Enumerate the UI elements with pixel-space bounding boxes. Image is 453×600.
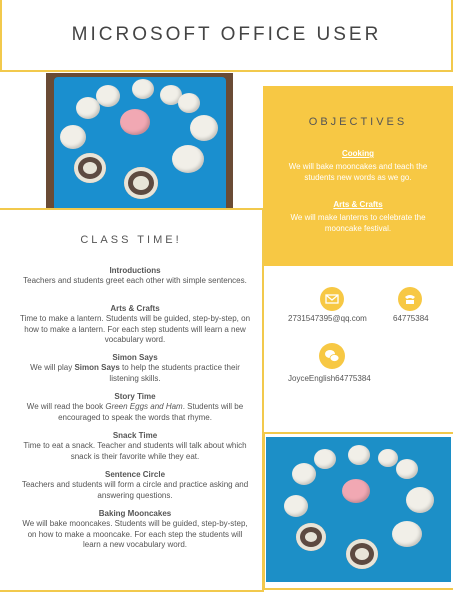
header-banner [0,0,453,72]
photo-mooncake [314,449,336,469]
photo-mooncake [292,463,316,485]
class-time-panel [0,208,264,592]
photo-mooncake [406,487,434,513]
activity-text: Teachers and students will form a circle and practice asking and answering questions. [21,480,249,500]
contact-wechat[interactable]: JoyceEnglish64775384 [288,374,371,383]
activity-text-italic: Green Eggs and Ham [105,402,183,411]
mooncake-photo-top [46,73,233,213]
photo-mooncake [396,459,418,479]
objective-title: Arts & Crafts [333,200,383,209]
photo-mooncake [348,445,370,465]
activity-text-part: . Students will be encouraged to speak the words that rhyme. [58,402,244,422]
activity-title: Story Time [114,392,156,401]
activity-text-part: We will read the book [26,402,106,411]
activity-text [18,402,252,423]
photo-mooncake [60,125,86,149]
objective-text: We will bake mooncakes and teach the students new words as we go. [288,162,428,182]
activity-story-time [18,391,252,423]
photo-mooncake-swirl [296,523,326,551]
activity-title: Snack Time [112,431,158,440]
photo-mooncake [392,521,422,547]
objective-text: We will make lanterns to celebrate the mooncake festival. [290,213,426,233]
activity-simon-says [18,352,252,384]
activity-introductions [18,265,252,287]
activity-text: We will bake mooncakes. Students will be guided, step-by-step, on how to make a mooncake. For each step the students will learn a new vocabulary word. [22,519,248,549]
objectives-heading: OBJECTIVES [308,116,408,128]
mooncake-photo-bottom [266,437,451,582]
contact-phone[interactable]: 64775384 [393,314,429,323]
photo-mooncake-swirl [346,539,378,569]
class-time-heading: CLASS TIME! [80,234,182,246]
activity-baking-mooncakes [18,508,252,551]
activity-text-part: We will play [30,363,75,372]
envelope-icon [320,287,344,311]
activity-text: Teachers and students greet each other with simple sentences. [23,276,247,285]
contact-email[interactable]: 2731547395@qq.com [288,314,367,323]
activity-arts-crafts [18,303,252,346]
activity-sentence-circle [18,469,252,501]
activity-title: Arts & Crafts [110,304,160,313]
photo-mooncake-pink [342,479,370,503]
photo-mooncake [132,79,154,99]
activity-text-part: to help the students practice their listening skills. [109,363,240,383]
photo-mooncake [378,449,398,467]
photo-mooncake-pink [120,109,150,135]
activity-title: Baking Mooncakes [98,509,172,518]
photo-mooncake [190,115,218,141]
chat-bubbles-icon [319,343,345,369]
activity-text-bold: Simon Says [74,363,120,372]
activity-text: Time to eat a snack. Teacher and students will talk about which snack is their favorite while they eat. [23,441,247,461]
photo-mooncake [172,145,204,173]
phone-icon [398,287,422,311]
photo-mooncake-swirl [124,167,158,199]
photo-mooncake [284,495,308,517]
photo-mooncake [96,85,120,107]
photo-mooncake [76,97,100,119]
activity-title: Introductions [109,266,161,275]
page-title: MICROSOFT OFFICE USER [71,24,382,45]
photo-mooncake-swirl [74,153,106,183]
objective-title: Cooking [342,149,374,158]
photo-mooncake [178,93,200,113]
objectives-panel [263,86,453,266]
activity-text: Time to make a lantern. Students will be guided, step-by-step, on how to make a lantern. For each step students will learn a new vocabulary word. [19,314,251,344]
activity-text [18,363,252,384]
activity-title: Sentence Circle [104,470,166,479]
activity-snack-time [18,430,252,462]
activity-title: Simon Says [112,353,158,362]
